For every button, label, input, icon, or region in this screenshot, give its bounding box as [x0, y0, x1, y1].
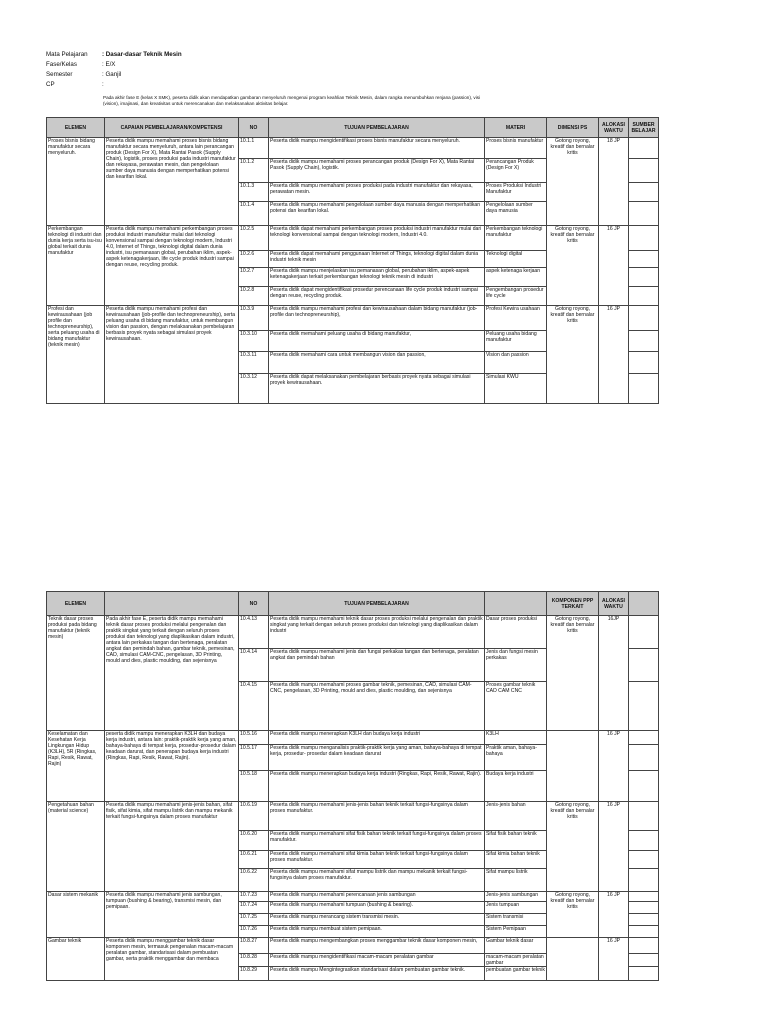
komponen-cell: Gotong royong, kreatif dan bernalar kritis: [547, 616, 599, 731]
empty-cell: [629, 902, 659, 914]
capaian-cell: Peserta didik mampu memahami perkembangan proses produksi industri manufaktur mulai dari teknologi konvensional sampai dengan teknologi modern, Industri 4.0, Internet of Things, teknologi digital dalam dunia industri, isu pemanasan global, perubahan iklim, aspek-aspek ketenagakerjaan, life cycle produk industri sampai dengan reuse, recycling produk.: [105, 226, 239, 306]
materi-cell: pembuatan gambar teknik: [485, 967, 547, 981]
tujuan-cell: Peserta didik mampu memahami jenis dan fungsi perkakas tangan dan bertenaga, peralatan angkat dan pemindah bahan: [269, 649, 485, 682]
empty-cell: [629, 183, 659, 202]
no-cell: 10.1.3: [239, 183, 269, 202]
no-cell: 10.5.18: [239, 771, 269, 802]
materi-cell: Proses bisnis manufaktur: [485, 138, 547, 159]
materi-cell: Sifat fisik bahan teknik: [485, 831, 547, 851]
no-cell: 10.3.10: [239, 331, 269, 352]
materi-cell: Perkembangan teknologi manufaktur: [485, 226, 547, 251]
tujuan-cell: Peserta didik dapat memahami perkembangan proses produksi industri manufaktur mulai dari teknologi konvensional sampai dengan teknologi modern, Industri 4.0.: [269, 226, 485, 251]
materi-cell: Praktik aman, bahaya-bahaya: [485, 745, 547, 771]
header-tujuan: TUJUAN PEMBELAJARAN: [269, 118, 485, 138]
tujuan-cell: Peserta didik dapat mengidentifikasi prosedur perencanaan life cycle produk industri sampai dengan reuse, recycling produk.: [269, 287, 485, 306]
tujuan-cell: Peserta didik mampu menjelaskan isu pemanasan global, perubahan iklim, aspek-aspek ketenagakerjaan terkait perkembangan teknologi teknik mesin di industri: [269, 268, 485, 287]
empty-cell: [629, 967, 659, 981]
alokasi-cell: 16 JP: [599, 306, 629, 404]
alokasi-cell: 16 JP: [599, 892, 629, 938]
mapel-value: : Dasar-dasar Teknik Mesin: [102, 51, 182, 58]
empty-cell: [629, 954, 659, 967]
empty-cell: [629, 851, 659, 869]
fase-label: Fase/Kelas: [46, 61, 77, 68]
materi-cell: Proses gambar teknik CAD CAM CNC: [485, 682, 547, 731]
elemen-cell: Proses bisnis bidang manufaktur secara menyeluruh.: [47, 138, 105, 226]
cp-value: :: [102, 81, 104, 88]
table-row: [47, 892, 659, 902]
materi-cell: Jenis-jenis bahan: [485, 802, 547, 831]
materi-cell: aspek ketenaga kerjaan: [485, 268, 547, 287]
materi-cell: Jenis-jenis sambungan: [485, 892, 547, 902]
no-cell: 10.8.28: [239, 954, 269, 967]
komponen-cell: Gotong royong, kreatif dan bernalar kritis: [547, 802, 599, 892]
materi-cell: Pengembangan prosedur life cycle: [485, 287, 547, 306]
header2-no: NO: [239, 592, 269, 616]
alokasi-cell: 16JP: [599, 616, 629, 731]
cp-description: Pada akhir fase E (kelas X SMK), peserta didik akan mendapatkan gambaran menyeluruh mengenai program keahlian Teknik Mesin, dalam rangka menumbuhkan renjana (passion), visi (vision), imajinasi, dan kreativitas untuk merencanakan dan melaksanakan aktivitas belajar.: [103, 95, 481, 106]
empty-cell: [629, 616, 659, 649]
header-sumber: SUMBER BELAJAR: [629, 118, 659, 138]
dimensi-cell: Gotong royong, kreatif dan bernalar kritis: [547, 226, 599, 306]
no-cell: 10.3.11: [239, 352, 269, 374]
tujuan-cell: Peserta didik mampu memahami pengelolaan sumber daya manusia dengan memperhatikan potensi dan kearifan lokal.: [269, 202, 485, 226]
tujuan-cell: Peserta didik mampu memahami sifat kimia bahan teknik terkait fungsi-fungsinya dalam proses manufaktur.: [269, 851, 485, 869]
materi-cell: Peluang usaha bidang manufaktur: [485, 331, 547, 352]
empty-cell: [629, 649, 659, 682]
empty-cell: [629, 938, 659, 954]
header2-tujuan: TUJUAN PEMBELAJARAN: [269, 592, 485, 616]
materi-cell: Simulasi KWU: [485, 374, 547, 404]
elemen-cell: Dasar sistem mekanik: [47, 892, 105, 938]
no-cell: 10.6.20: [239, 831, 269, 851]
mapel-label: Mata Pelajaran: [46, 51, 88, 58]
empty-cell: [629, 914, 659, 926]
elemen-cell: Teknik dasar proses produksi pada bidang manufaktur (teknik mesin): [47, 616, 105, 731]
empty-cell: [629, 802, 659, 831]
empty-cell: [629, 926, 659, 938]
empty-cell: [629, 331, 659, 352]
header2-alokasi: ALOKASI WAKTU: [599, 592, 629, 616]
empty-cell: [629, 745, 659, 771]
empty-cell: [629, 771, 659, 802]
header-elemen: ELEMEN: [47, 118, 105, 138]
no-cell: 10.4.15: [239, 682, 269, 731]
komponen-cell: Gotong royong, kreatif dan bernalar kritis: [547, 892, 599, 938]
tujuan-cell: Peserta didik memahami peluang usaha di bidang manufaktur,: [269, 331, 485, 352]
alokasi-cell: 16 JP: [599, 731, 629, 802]
header2-capaian: [105, 592, 239, 616]
tujuan-cell: Peserta didik dapat melaksanakan pembelajaran berbasis proyek nyata sebagai simulasi proyek kewirausahaan.: [269, 374, 485, 404]
header-no: NO: [239, 118, 269, 138]
capaian-cell: Peserta didik mampu memahami jenis-jenis bahan, sifat fisik, sifat kimia, sifat mampu listrik dan mampu mekanik terkait fungsi-fungsinya dalam proses manufaktur: [105, 802, 239, 892]
empty-cell: [629, 138, 659, 159]
no-cell: 10.6.21: [239, 851, 269, 869]
alokasi-cell: 16 JP: [599, 802, 629, 892]
table-row: [47, 731, 659, 745]
cp-label: CP: [46, 81, 55, 88]
no-cell: 10.4.14: [239, 649, 269, 682]
alokasi-cell: 18 JP: [599, 138, 629, 226]
header-materi: MATERI: [485, 118, 547, 138]
no-cell: 10.1.4: [239, 202, 269, 226]
materi-cell: Sifat kimia bahan teknik: [485, 851, 547, 869]
empty-cell: [629, 352, 659, 374]
no-cell: 10.3.12: [239, 374, 269, 404]
table-row: [47, 616, 659, 649]
materi-cell: Gambar teknik dasar: [485, 938, 547, 954]
empty-cell: [629, 251, 659, 268]
capaian-cell: Peserta didik mampu memahami jenis sambungan, tumpuan (bushing & bearing), transmisi mesin, dan pemipaan.: [105, 892, 239, 938]
materi-cell: Teknologi digital: [485, 251, 547, 268]
komponen-cell: [547, 938, 599, 981]
materi-cell: Sistem Pemipaan: [485, 926, 547, 938]
no-cell: 10.6.22: [239, 869, 269, 892]
header-dimensi: DIMENSI PS: [547, 118, 599, 138]
no-cell: 10.2.8: [239, 287, 269, 306]
empty-cell: [629, 374, 659, 404]
no-cell: 10.7.25: [239, 914, 269, 926]
elemen-cell: Profesi dan kewirausahaan (job profile dan technopreneurship), serta peluang usaha di bidang manufaktur (teknik mesin): [47, 306, 105, 404]
capaian-cell: peserta didik mampu menerapkan K3LH dan budaya kerja industri, antara lain: praktik-praktik kerja yang aman, bahaya-bahaya di tempat kerja, prosedur-prosedur dalam keadaan darurat, dan penerapan budaya kerja industri (Ringkas, Rapi, Resik, Rawat, Rajin).: [105, 731, 239, 802]
tujuan-cell: Peserta didik mampu merancang sistem transmisi mesin.: [269, 914, 485, 926]
no-cell: 10.2.6: [239, 251, 269, 268]
empty-cell: [629, 226, 659, 251]
tujuan-cell: Peserta didik mampu mengidentifikasi macam-macam peralatan gambar: [269, 954, 485, 967]
empty-cell: [629, 731, 659, 745]
no-cell: 10.7.24: [239, 902, 269, 914]
no-cell: 10.6.19: [239, 802, 269, 831]
materi-cell: Vision dan passion: [485, 352, 547, 374]
no-cell: 10.7.26: [239, 926, 269, 938]
header-capaian: CAPAIAN PEMBELAJARAN/KOMPETENSI: [105, 118, 239, 138]
tujuan-cell: Peserta didik mampu Mengintegrasikan standarisasi dalam pembuatan gambar teknik.: [269, 967, 485, 981]
curriculum-table-2: [46, 591, 659, 981]
tujuan-cell: Peserta didik mampu memahami proses produksi pada industri manufaktur dan rekayasa, perawatan mesin.: [269, 183, 485, 202]
elemen-cell: Pengetahuan bahan (material science): [47, 802, 105, 892]
alokasi-cell: 16 JP: [599, 938, 629, 981]
header-alokasi: ALOKASI WAKTU: [599, 118, 629, 138]
capaian-cell: Peserta didik mampu memahami profesi dan kewirausahaan (job-profile dan technopreneurship), serta peluang usaha di bidang manufaktur, untuk membangun vision dan passion, dengan melaksanakan pembelajaran berbasis proyek nyata sebagai simulasi proyek kewirausahaan.: [105, 306, 239, 404]
tujuan-cell: Peserta didik mampu memahami profesi dan kewirausahaan dalam bidang manufaktur (job-profile dan technopreneurship),: [269, 306, 485, 331]
capaian-cell: Peserta didik mampu menggambar teknik dasar komponen mesin, termasuk pengenalan macam-macam peralatan gambar, standarisasi dalam pembuatan gambar, serta praktik menggambar dan membaca: [105, 938, 239, 981]
materi-cell: Pengelolaan sumber daya manusia: [485, 202, 547, 226]
empty-cell: [629, 287, 659, 306]
empty-cell: [629, 202, 659, 226]
tujuan-cell: Peserta didik mampu mengidentifikasi proses bisnis manufaktur secara menyeluruh.: [269, 138, 485, 159]
table-row: [47, 226, 659, 251]
materi-cell: Jenis tumpuan: [485, 902, 547, 914]
semester-label: Semester: [46, 71, 73, 78]
tujuan-cell: Peserta didik mampu menerapkan budaya kerja industri (Ringkas, Rapi, Resik, Rawat, Rajin).: [269, 771, 485, 802]
empty-cell: [629, 159, 659, 183]
elemen-cell: Gambar teknik: [47, 938, 105, 981]
empty-cell: [629, 869, 659, 892]
alokasi-cell: 16 JP: [599, 226, 629, 306]
table-row: [47, 802, 659, 831]
materi-cell: Budaya kerja industri: [485, 771, 547, 802]
no-cell: 10.8.29: [239, 967, 269, 981]
tujuan-cell: Peserta didik dapat memahami penggunaan Internet of Things, teknologi digital dalam dunia industri teknik mesin: [269, 251, 485, 268]
elemen-cell: Perkembangan teknologi di industri dan dunia kerja serta isu-isu global terkait dunia manufaktur: [47, 226, 105, 306]
materi-cell: Proses Produksi Industri Manufaktur: [485, 183, 547, 202]
tujuan-cell: Peserta didik mampu membuat sistem pemipaan.: [269, 926, 485, 938]
no-cell: 10.1.1: [239, 138, 269, 159]
table-row: [47, 938, 659, 954]
no-cell: 10.7.23: [239, 892, 269, 902]
dimensi-cell: Gotong royong, kreatif dan bernalar kritis: [547, 306, 599, 404]
tujuan-cell: Peserta didik mampu menerapkan K3LH dan budaya kerja industri: [269, 731, 485, 745]
empty-cell: [629, 892, 659, 902]
no-cell: 10.5.16: [239, 731, 269, 745]
tujuan-cell: Peserta didik mampu memahami perencanaan jenis sambungan: [269, 892, 485, 902]
dimensi-cell: Gotong royong, kreatif dan bernalar kritis: [547, 138, 599, 226]
tujuan-cell: Peserta didik mampu memahami proses gambar teknik, pemesinan, CAD, simulasi CAM-CNC, pengelasan, 3D Printing, mould and dies, plastic moulding, dan sejenisnya: [269, 682, 485, 731]
materi-cell: Jenis dan fungsi mesin perkakas: [485, 649, 547, 682]
empty-cell: [629, 306, 659, 331]
empty-cell: [629, 831, 659, 851]
tujuan-cell: Peserta didik mampu memahami teknik dasar proses produksi melalui pengenalan dan praktik singkat yang terkait dengan seluruh proses produksi dan teknologi yang diaplikasikan dalam industri: [269, 616, 485, 649]
komponen-cell: [547, 731, 599, 802]
no-cell: 10.8.27: [239, 938, 269, 954]
materi-cell: Dasar proses produksi: [485, 616, 547, 649]
tujuan-cell: Peserta didik mampu memahami proses perancangan produk (Design For X), Mata Rantai Pasok (Supply Chain), logistik.: [269, 159, 485, 183]
materi-cell: macam-macam peralatan gambar: [485, 954, 547, 967]
no-cell: 10.2.5: [239, 226, 269, 251]
header2-extra: [629, 592, 659, 616]
materi-cell: Sifat mampu listrik: [485, 869, 547, 892]
tujuan-cell: Peserta didik mampu menganalisis praktik-praktik kerja yang aman, bahaya-bahaya di tempat kerja, prosedur- prosedur dalam keadaan darurat: [269, 745, 485, 771]
header2-materi: [485, 592, 547, 616]
empty-cell: [629, 682, 659, 731]
curriculum-table-1: [46, 117, 659, 404]
elemen-cell: Keselamatan dan Kesehatan Kerja Lingkungan Hidup (K3LH), 5R (Ringkas, Rapi, Resik, Rawat, Rajin): [47, 731, 105, 802]
fase-value: : E/X: [102, 61, 116, 68]
tujuan-cell: Peserta didik memahami cara untuk membangun vision dan passion,: [269, 352, 485, 374]
materi-cell: K3LH: [485, 731, 547, 745]
capaian-cell: Peserta didik mampu memahami proses bisnis bidang manufaktur secara menyeluruh, antara lain perancangan produk (Design For X), Mata Rantai Pasok (Supply Chain), logistik, proses produksi pada industri manufaktur dan rekayasa, perawatan mesin, dan pengelolaan sumber daya manusia dengan memperhatikan potensi dan kearifan lokal.: [105, 138, 239, 226]
tujuan-cell: Peserta didik mampu memahami sifat mampu listrik dan mampu mekanik terkait fungsi-fungsinya dalam proses manufaktur.: [269, 869, 485, 892]
no-cell: 10.5.17: [239, 745, 269, 771]
materi-cell: Profesi Kewira usahaan: [485, 306, 547, 331]
semester-value: : Ganjil: [102, 71, 122, 78]
document-meta: [46, 50, 182, 90]
header2-elemen: ELEMEN: [47, 592, 105, 616]
no-cell: 10.2.7: [239, 268, 269, 287]
tujuan-cell: Peserta didik mampu mengembangkan proses menggambar teknik dasar komponen mesin,: [269, 938, 485, 954]
empty-cell: [629, 268, 659, 287]
header2-komponen: KOMPONEN PPP TERKAIT: [547, 592, 599, 616]
tujuan-cell: Peserta didik mampu memahami jenis-jenis bahan teknik terkait fungsi-fungsinya dalam proses manufaktur.: [269, 802, 485, 831]
table-row: [47, 138, 659, 159]
tujuan-cell: Peserta didik mampu memahami sifat fisik bahan teknik terkait fungsi-fungsinya dalam proses manufaktur.: [269, 831, 485, 851]
tujuan-cell: Peserta didik mampu memahami tumpuan (bushing & bearing).: [269, 902, 485, 914]
no-cell: 10.4.13: [239, 616, 269, 649]
table-row: [47, 306, 659, 331]
materi-cell: Perancangan Produk (Design For X): [485, 159, 547, 183]
materi-cell: Sistem transmisi: [485, 914, 547, 926]
no-cell: 10.3.9: [239, 306, 269, 331]
capaian-cell: Pada akhir fase E, peserta didik mampu memahami teknik dasar proses produksi melalui pengenalan dan praktik singkat yang terkait dengan seluruh proses produksi dan teknologi yang diaplikasikan dalam industri, antara lain perkakas tangan dan bertenaga, peralatan angkat dan pemindah bahan, gambar teknik, pemesinan, CAD, simulasi CAM-CNC, pengelasan, 3D Printing, mould and dies, plastic moulding, dan sejenisnya: [105, 616, 239, 731]
no-cell: 10.1.2: [239, 159, 269, 183]
